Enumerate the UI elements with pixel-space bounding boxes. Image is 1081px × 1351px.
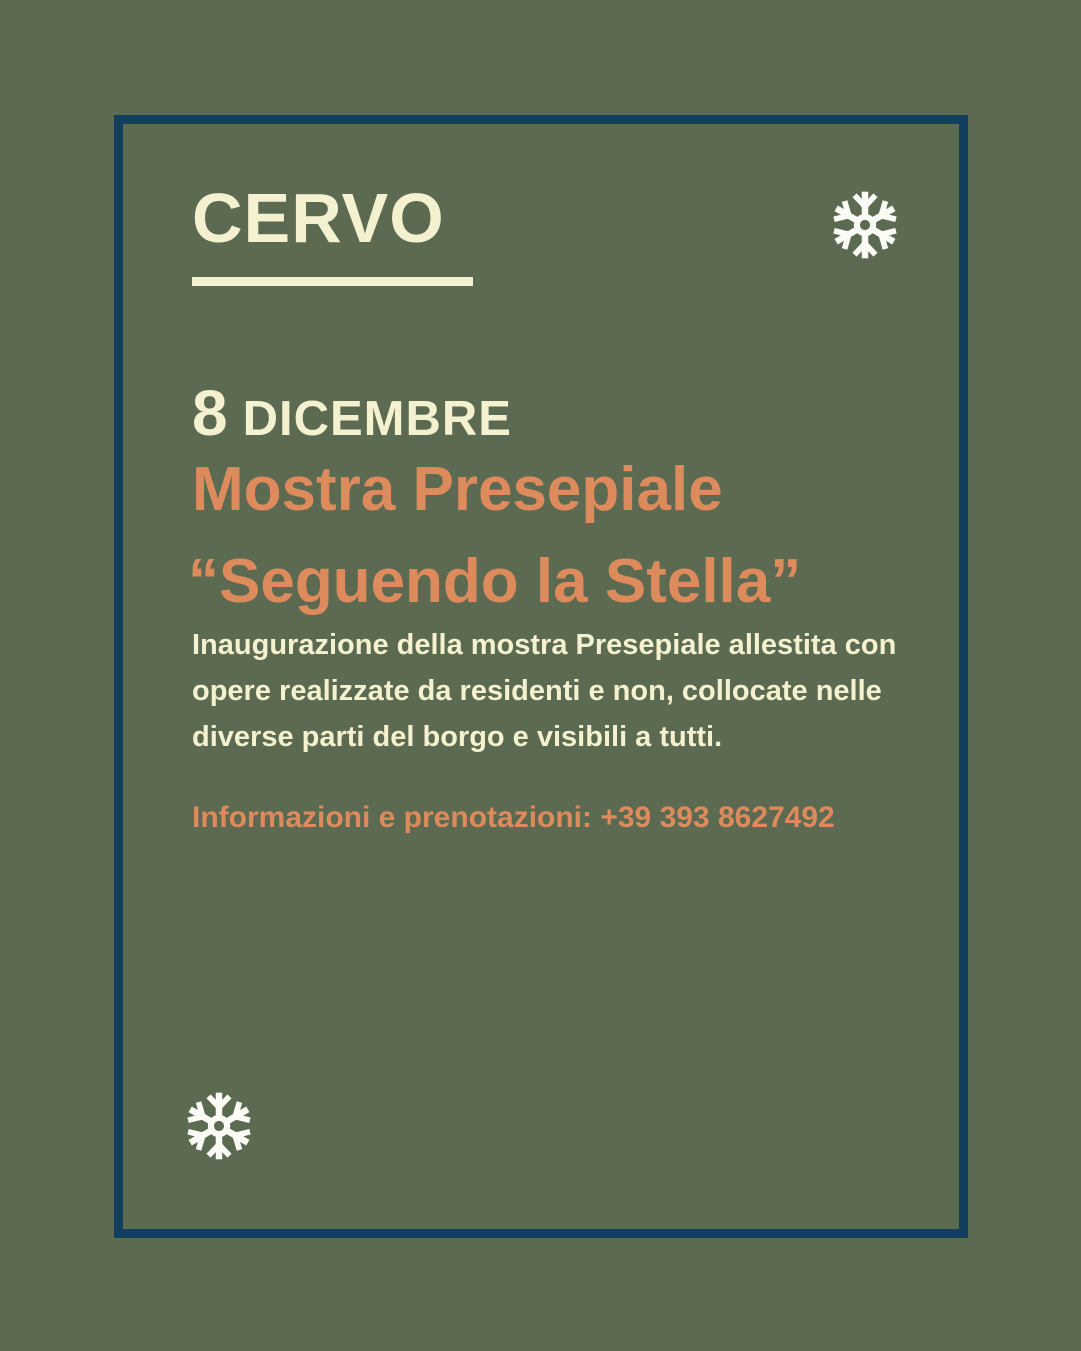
contact-info: Informazioni e prenotazioni: +39 393 8627492 (192, 801, 835, 834)
event-title: Mostra Presepiale (192, 455, 723, 524)
brand-title: CERVO (192, 179, 445, 257)
description-line: opere realizzate da residenti e non, collocate nelle (192, 675, 882, 707)
event-date-day: 8 (192, 377, 228, 449)
brand-underline (192, 277, 473, 286)
snowflake-icon (826, 186, 904, 264)
event-date-month: DICEMBRE (242, 392, 512, 446)
description-line: Inaugurazione della mostra Presepiale allestita con (192, 629, 897, 661)
snowflake-icon (180, 1087, 258, 1165)
event-date (192, 377, 512, 449)
event-description (192, 622, 967, 760)
event-subtitle: “Seguendo la Stella” (188, 547, 802, 616)
description-line: diverse parti del borgo e visibili a tutti. (192, 721, 723, 753)
